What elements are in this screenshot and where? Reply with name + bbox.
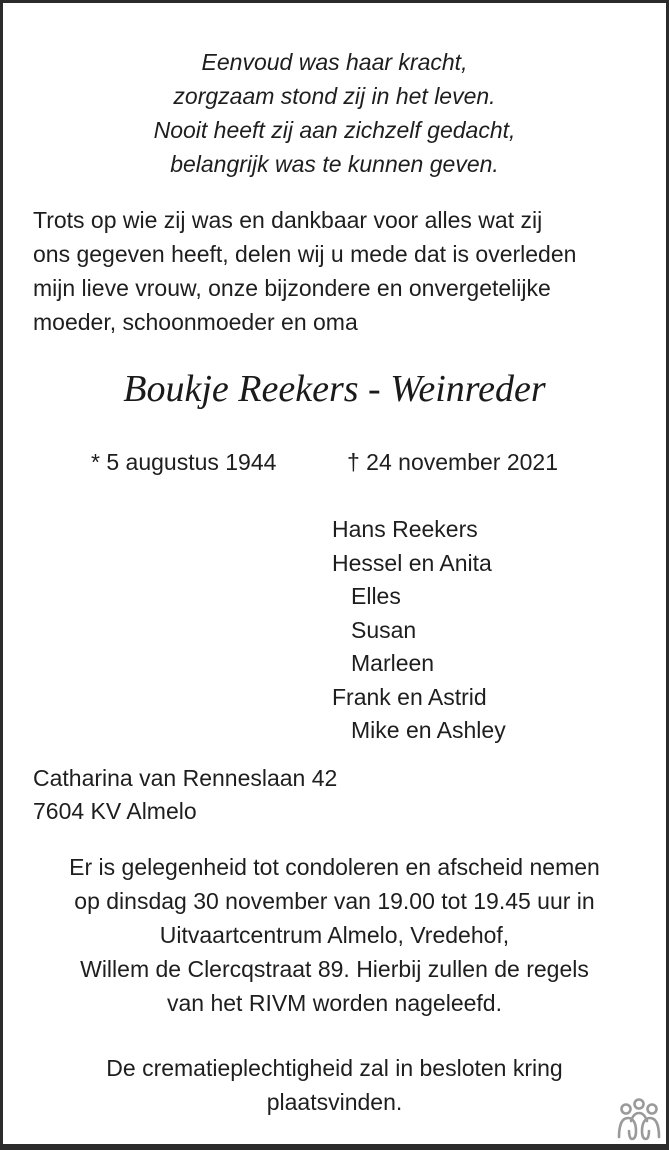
- intro-line: Trots op wie zij was en dankbaar voor alles wat zij: [33, 207, 543, 233]
- people-group-icon: [615, 1097, 663, 1141]
- family-member: Marleen: [351, 650, 435, 676]
- poem-line: zorgzaam stond zij in het leven.: [173, 83, 496, 109]
- closing-line: plaatsvinden.: [266, 1089, 403, 1115]
- family-list: [332, 513, 506, 748]
- death-date: † 24 november 2021: [347, 449, 558, 475]
- intro-line: ons gegeven heeft, delen wij u mede dat is overleden: [33, 241, 577, 267]
- intro-line: moeder, schoonmoeder en oma: [33, 309, 358, 335]
- family-member: Frank en Astrid: [332, 683, 487, 710]
- family-member: Hessel en Anita: [332, 549, 492, 576]
- family-member: Hans Reekers: [332, 516, 478, 542]
- address-street: Catharina van Renneslaan 42: [33, 765, 338, 791]
- family-member: Susan: [351, 616, 417, 643]
- obituary-card: [3, 3, 666, 1144]
- deceased-name: Boukje Reekers - Weinreder: [123, 368, 546, 410]
- condolence-info: [3, 850, 666, 1020]
- info-line: van het RIVM worden nageleefd.: [167, 990, 502, 1016]
- family-member: Elles: [351, 583, 401, 609]
- poem: [3, 45, 666, 181]
- closing-line: De crematieplechtigheid zal in besloten kring: [106, 1055, 563, 1081]
- closing-note: [3, 1051, 666, 1119]
- info-line: Er is gelegenheid tot condoleren en afscheid nemen: [69, 854, 600, 880]
- info-line: op dinsdag 30 november van 19.00 tot 19.45 uur in: [74, 888, 595, 914]
- poem-line: Nooit heeft zij aan zichzelf gedacht,: [153, 117, 516, 143]
- address-block: [33, 762, 337, 828]
- intro-paragraph: [33, 203, 653, 339]
- poem-line: Eenvoud was haar kracht,: [201, 49, 468, 75]
- birth-date: * 5 augustus 1944: [91, 449, 277, 475]
- poem-line: belangrijk was te kunnen geven.: [170, 151, 499, 177]
- info-line: Willem de Clercqstraat 89. Hierbij zullen de regels: [80, 956, 589, 982]
- family-member: Mike en Ashley: [351, 717, 506, 743]
- address-city: 7604 KV Almelo: [33, 798, 197, 824]
- intro-line: mijn lieve vrouw, onze bijzondere en onvergetelijke: [33, 275, 551, 301]
- info-line: Uitvaartcentrum Almelo, Vredehof,: [159, 922, 510, 948]
